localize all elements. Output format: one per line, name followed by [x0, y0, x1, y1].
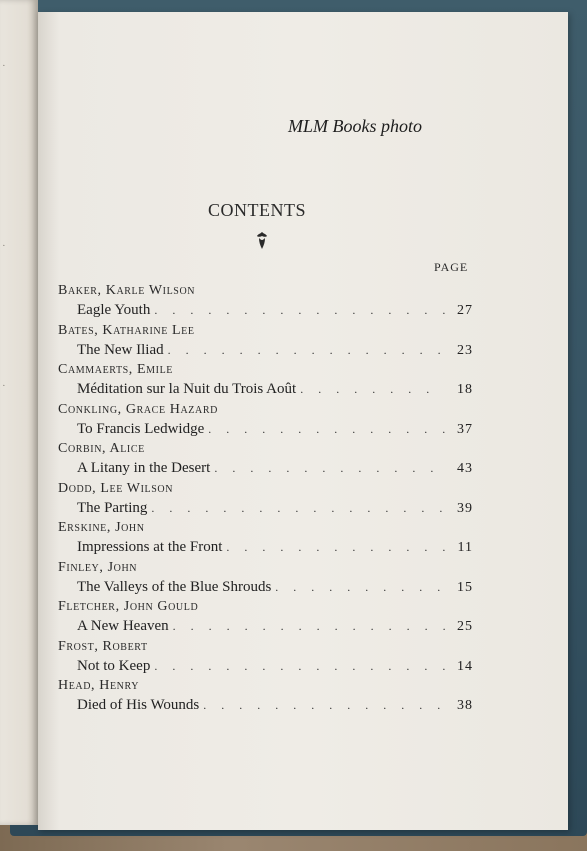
- toc-author: Frost, Robert: [58, 638, 148, 654]
- toc-author: Bates, Katharine Lee: [58, 322, 195, 338]
- toc-poem-title: Impressions at the Front: [77, 539, 223, 555]
- toc-entry: [58, 499, 473, 519]
- toc-author: Finley, John: [58, 559, 138, 575]
- toc-author: Fletcher, John Gould: [58, 599, 199, 614]
- toc-poem-title: The Valleys of the Blue Shrouds: [77, 578, 272, 595]
- toc-poem-title: Died of His Wounds: [77, 697, 200, 713]
- dot-leader: [168, 341, 445, 361]
- toc-page-number: 25: [457, 619, 473, 634]
- dot-leader: [226, 538, 445, 558]
- toc-page-number: 15: [457, 579, 473, 595]
- dot-leader: [300, 380, 445, 400]
- page-fragment: ·: [2, 60, 6, 72]
- toc-poem-title: The New Iliad: [77, 341, 164, 358]
- page-column-heading: PAGE: [434, 260, 469, 274]
- photo-credit: MLM Books photo: [288, 116, 422, 136]
- toc-entry: [58, 420, 473, 440]
- toc-entry: [58, 459, 473, 479]
- left-facing-page: [0, 0, 38, 825]
- toc-author: Erskine, John: [58, 520, 145, 535]
- toc-page-number: 43: [457, 461, 473, 476]
- toc-entry: [58, 617, 473, 637]
- dot-leader: [214, 459, 445, 479]
- toc-page-number: 18: [457, 382, 473, 397]
- toc-entry: [58, 301, 473, 321]
- toc-author: Head, Henry: [58, 678, 140, 693]
- toc-entry: [58, 380, 473, 400]
- toc-page-number: 38: [457, 698, 473, 713]
- toc-entry: [58, 657, 473, 677]
- dot-leader: [173, 617, 445, 637]
- page-fragment: ·: [2, 240, 6, 252]
- toc-poem-title: The Parting: [77, 499, 148, 516]
- toc-page-number: 23: [457, 342, 473, 358]
- dot-leader: [208, 420, 445, 440]
- page-fragment: ·: [2, 380, 6, 392]
- toc-poem-title: Méditation sur la Nuit du Trois Août: [77, 381, 297, 397]
- contents-page: [38, 12, 568, 830]
- toc-author: Baker, Karle Wilson: [58, 283, 196, 298]
- toc-entry: [58, 341, 473, 361]
- page-title: CONTENTS: [208, 200, 306, 220]
- toc-page-number: 27: [457, 303, 473, 318]
- toc-poem-title: A New Heaven: [77, 618, 169, 634]
- toc-entry: [58, 538, 473, 558]
- toc-poem-title: To Francis Ledwidge: [77, 420, 205, 437]
- toc-page-number: 39: [457, 500, 473, 516]
- dot-leader: [154, 657, 445, 677]
- fleuron-icon: [254, 231, 270, 251]
- toc-page-number: 11: [457, 540, 473, 555]
- toc-page-number: 37: [457, 421, 473, 437]
- dot-leader: [154, 301, 445, 321]
- toc-author: Dodd, Lee Wilson: [58, 480, 174, 496]
- dot-leader: [151, 499, 445, 519]
- dot-leader: [203, 696, 445, 716]
- toc-poem-title: Not to Keep: [77, 657, 151, 674]
- toc-entry: [58, 578, 473, 598]
- toc-page-number: 14: [457, 658, 473, 674]
- toc-poem-title: A Litany in the Desert: [77, 460, 211, 476]
- toc-author: Cammaerts, Emile: [58, 362, 174, 377]
- toc-author: Conkling, Grace Hazard: [58, 401, 218, 417]
- toc-poem-title: Eagle Youth: [77, 302, 151, 318]
- toc-entry: [58, 696, 473, 716]
- dot-leader: [275, 578, 445, 598]
- toc-author: Corbin, Alice: [58, 441, 145, 456]
- contents-list: [58, 281, 473, 716]
